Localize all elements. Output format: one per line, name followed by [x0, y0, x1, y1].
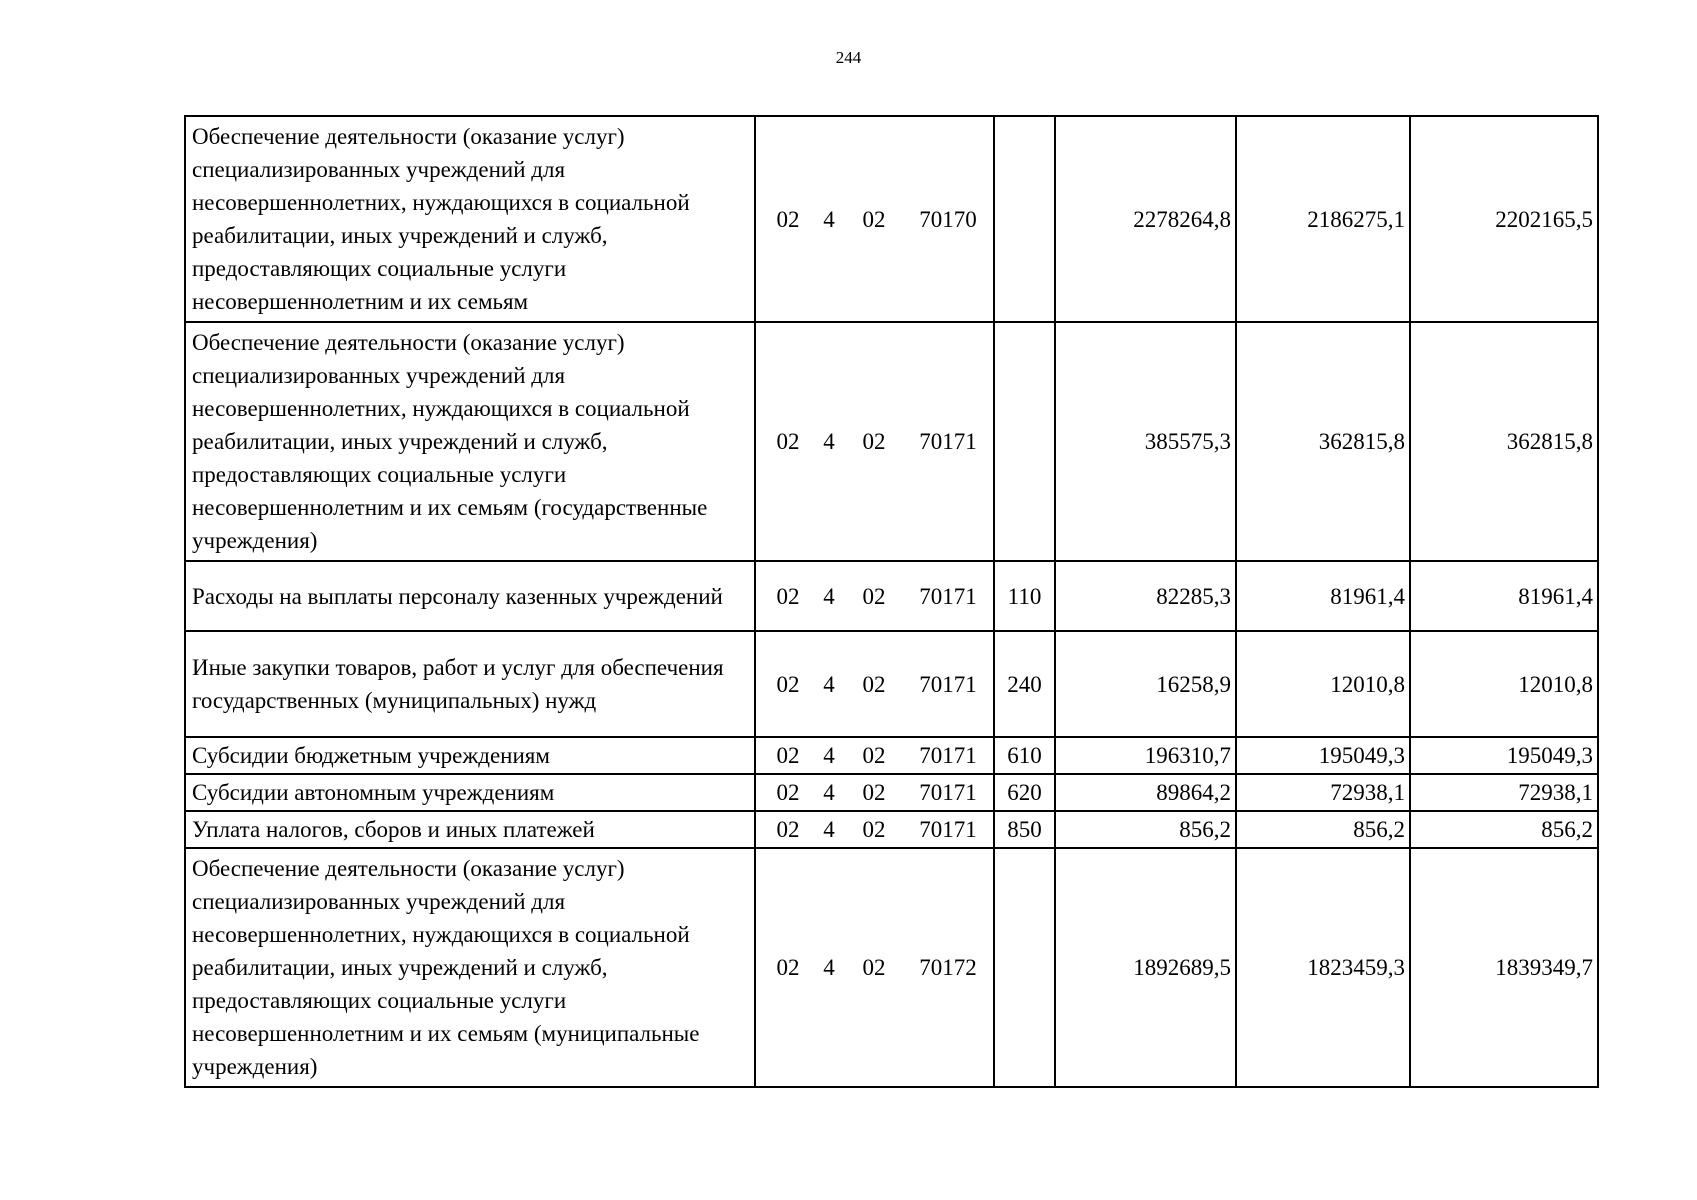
code-program: 02: [776, 780, 800, 805]
row-value-1: 2278264,8: [1055, 116, 1236, 322]
code-program: 02: [776, 583, 800, 609]
row-value-3: 12010,8: [1410, 631, 1598, 737]
row-value-1: 385575,3: [1055, 322, 1236, 561]
row-value-1: 856,2: [1055, 811, 1236, 848]
row-code: [755, 116, 994, 322]
row-name: Уплата налогов, сборов и иных платежей: [185, 811, 755, 848]
code-direction: 70171: [919, 780, 977, 805]
row-expense-type: [994, 322, 1055, 561]
table-row: [185, 848, 1598, 1087]
code-subprogram: 4: [823, 955, 835, 980]
row-value-2: 856,2: [1236, 811, 1410, 848]
row-value-1: 1892689,5: [1055, 848, 1236, 1087]
row-value-2: 72938,1: [1236, 774, 1410, 811]
code-program: 02: [776, 743, 800, 768]
code-direction: 70171: [919, 743, 977, 768]
code-event: 02: [862, 743, 886, 768]
code-program: 02: [776, 429, 800, 454]
row-expense-type: 240: [994, 631, 1055, 737]
row-code: [755, 811, 994, 848]
table-row: [185, 322, 1598, 561]
code-subprogram: 4: [823, 817, 835, 842]
row-name: Обеспечение деятельности (оказание услуг) специализированных учреждений для несовершеннолетних, нуждающихся в социальной реабилитации, иных учреждений и служб, предоставляющих социальные услуги несовершеннолетним и их семьям (государственные учреждения): [185, 322, 755, 561]
row-expense-type: 110: [994, 561, 1055, 631]
row-value-1: 82285,3: [1055, 561, 1236, 631]
page-number: 244: [835, 48, 862, 67]
row-code: [755, 561, 994, 631]
row-value-1: 196310,7: [1055, 737, 1236, 774]
row-name: Обеспечение деятельности (оказание услуг) специализированных учреждений для несовершеннолетних, нуждающихся в социальной реабилитации, иных учреждений и служб, предоставляющих социальные услуги несовершеннолетним и их семьям: [185, 116, 755, 322]
code-event: 02: [862, 780, 886, 805]
table-row: [185, 631, 1598, 737]
row-code: [755, 631, 994, 737]
code-direction: 70172: [919, 955, 977, 980]
row-name: Иные закупки товаров, работ и услуг для обеспечения государственных (муниципальных) нужд: [185, 631, 755, 737]
table-row: [185, 811, 1598, 848]
row-name: Обеспечение деятельности (оказание услуг) специализированных учреждений для несовершеннолетних, нуждающихся в социальной реабилитации, иных учреждений и служб, предоставляющих социальные услуги несовершеннолетним и их семьям (муниципальные учреждения): [185, 848, 755, 1087]
row-value-1: 16258,9: [1055, 631, 1236, 737]
code-direction: 70171: [919, 429, 977, 454]
row-value-1: 89864,2: [1055, 774, 1236, 811]
row-name: Расходы на выплаты персоналу казенных учреждений: [185, 561, 755, 631]
code-direction: 70171: [919, 817, 977, 842]
code-event: 02: [862, 206, 886, 232]
row-value-3: 72938,1: [1410, 774, 1598, 811]
row-code: [755, 322, 994, 561]
row-value-3: 81961,4: [1410, 561, 1598, 631]
table-body: [185, 116, 1598, 1087]
code-event: 02: [862, 817, 886, 842]
code-program: 02: [776, 671, 800, 697]
row-name: Субсидии автономным учреждениям: [185, 774, 755, 811]
row-value-2: 12010,8: [1236, 631, 1410, 737]
row-value-3: 1839349,7: [1410, 848, 1598, 1087]
code-event: 02: [862, 429, 886, 454]
row-value-3: 856,2: [1410, 811, 1598, 848]
code-event: 02: [862, 955, 886, 980]
code-subprogram: 4: [823, 671, 835, 697]
code-direction: 70171: [919, 671, 977, 697]
row-expense-type: [994, 116, 1055, 322]
row-expense-type: [994, 848, 1055, 1087]
code-program: 02: [776, 206, 800, 232]
row-name: Субсидии бюджетным учреждениям: [185, 737, 755, 774]
row-value-2: 81961,4: [1236, 561, 1410, 631]
budget-table: [184, 115, 1599, 1088]
code-event: 02: [862, 671, 886, 697]
row-value-2: 195049,3: [1236, 737, 1410, 774]
row-value-3: 195049,3: [1410, 737, 1598, 774]
row-code: [755, 737, 994, 774]
row-expense-type: 850: [994, 811, 1055, 848]
row-value-2: 362815,8: [1236, 322, 1410, 561]
row-code: [755, 774, 994, 811]
row-value-2: 1823459,3: [1236, 848, 1410, 1087]
row-code: [755, 848, 994, 1087]
code-subprogram: 4: [823, 780, 835, 805]
code-program: 02: [776, 817, 800, 842]
code-subprogram: 4: [823, 206, 835, 232]
table-row: [185, 737, 1598, 774]
code-direction: 70171: [919, 583, 977, 609]
table-row: [185, 116, 1598, 322]
code-subprogram: 4: [823, 743, 835, 768]
row-expense-type: 620: [994, 774, 1055, 811]
code-direction: 70170: [919, 206, 977, 232]
row-value-3: 2202165,5: [1410, 116, 1598, 322]
code-program: 02: [776, 955, 800, 980]
table-row: [185, 774, 1598, 811]
table-row: [185, 561, 1598, 631]
code-subprogram: 4: [823, 583, 835, 609]
row-expense-type: 610: [994, 737, 1055, 774]
row-value-2: 2186275,1: [1236, 116, 1410, 322]
code-subprogram: 4: [823, 429, 835, 454]
row-value-3: 362815,8: [1410, 322, 1598, 561]
code-event: 02: [862, 583, 886, 609]
